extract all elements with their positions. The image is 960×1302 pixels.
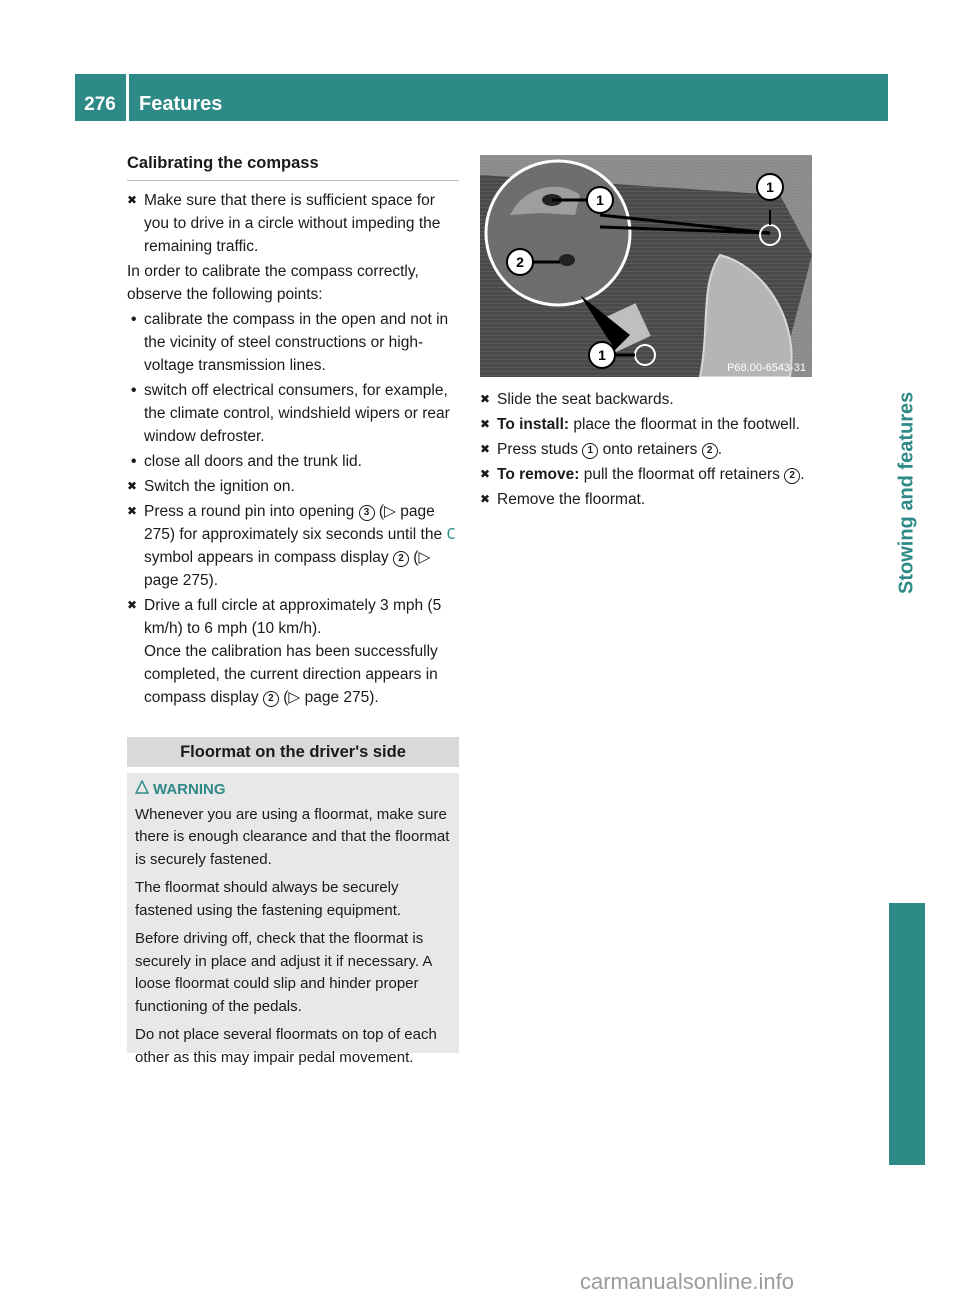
header-separator (126, 74, 129, 121)
step-drive-circle: ✖ Drive a full circle at approximately 3 mph (5 km/h) to 6 mph (10 km/h). Once the calibration has been successfully completed, the current direction appears in compass display 2 (▷ page 275). (127, 594, 459, 709)
bullet-item: • switch off electrical consumers, for example, the climate control, windshield wipers or rear window defroster. (127, 379, 459, 448)
warning-paragraph: Before driving off, check that the floormat is securely in place and adjust it if necessary. A loose floormat could slip and hinder proper functioning of the pedals. (135, 930, 432, 1015)
compass-c-symbol: C (446, 525, 456, 543)
chapter-label: Stowing and features (895, 391, 918, 594)
callout-3: 3 (359, 505, 375, 521)
warning-paragraph: Whenever you are using a floormat, make sure there is enough clearance and that the floormat is securely fastened. (135, 805, 450, 868)
callout-2: 2 (393, 551, 409, 567)
warning-paragraph: Do not place several floormats on top of each other as this may impair pedal movement. (135, 1026, 437, 1066)
section-heading-floormat: Floormat on the driver's side (127, 737, 459, 767)
chapter-tab (889, 903, 925, 1165)
figure-callout: 1 (766, 179, 774, 195)
figure-reference: P68.00-6543-31 (727, 362, 806, 374)
figure-callout: 1 (598, 347, 606, 363)
figure-callout: 2 (516, 254, 524, 270)
warning-box (127, 773, 459, 1066)
page-number: 276 (84, 94, 116, 115)
bullet-dot: • (131, 453, 137, 470)
section-heading-compass: Calibrating the compass (127, 150, 459, 181)
floormat-illustration (480, 155, 812, 377)
bullet-dot: • (131, 311, 137, 328)
callout-2: 2 (784, 468, 800, 484)
step-install: ✖ To install: place the floormat in the footwell. (480, 413, 812, 436)
step-press-studs: ✖ Press studs 1 onto retainers 2 . (480, 438, 812, 461)
page-title: Features (139, 93, 223, 115)
bullet-dot: • (131, 382, 137, 399)
callout-2: 2 (702, 443, 718, 459)
step-slide-seat: ✖ Slide the seat backwards. (480, 388, 812, 411)
paragraph-calibrate: In order to calibrate the compass correctly, observe the following points: (127, 263, 419, 303)
floormat-figure (480, 155, 812, 377)
step-ignition: ✖ Switch the ignition on. (127, 475, 459, 498)
page-header (75, 74, 888, 121)
warning-paragraph: The floormat should always be securely fastened using the fastening equipment. (135, 879, 402, 919)
callout-1: 1 (582, 443, 598, 459)
step-remove: ✖ To remove: pull the floormat off retainers 2 . (480, 463, 812, 486)
warning-title: WARNING (135, 779, 451, 802)
bullet-item: • calibrate the compass in the open and not in the vicinity of steel constructions or high-voltage transmission lines. (127, 308, 459, 377)
left-column (127, 150, 459, 711)
figure-callout: 1 (596, 192, 604, 208)
step-remove-floormat: ✖ Remove the floormat. (480, 488, 812, 511)
step-space: ✖ Make sure that there is sufficient space for you to drive in a circle without impeding the remaining traffic. (127, 189, 459, 258)
warning-triangle-icon (135, 779, 149, 802)
footer-watermark: carmanualsonline.info (580, 1269, 795, 1294)
chapter-sidebar (889, 74, 925, 1165)
right-column (480, 388, 812, 513)
bullet-item: • close all doors and the trunk lid. (127, 450, 459, 473)
step-press-pin: ✖ Press a round pin into opening 3 (▷ page 275) for approximately six seconds until the C symbol appears in compass display 2 (▷ page 275). (127, 500, 459, 592)
callout-2: 2 (263, 691, 279, 707)
